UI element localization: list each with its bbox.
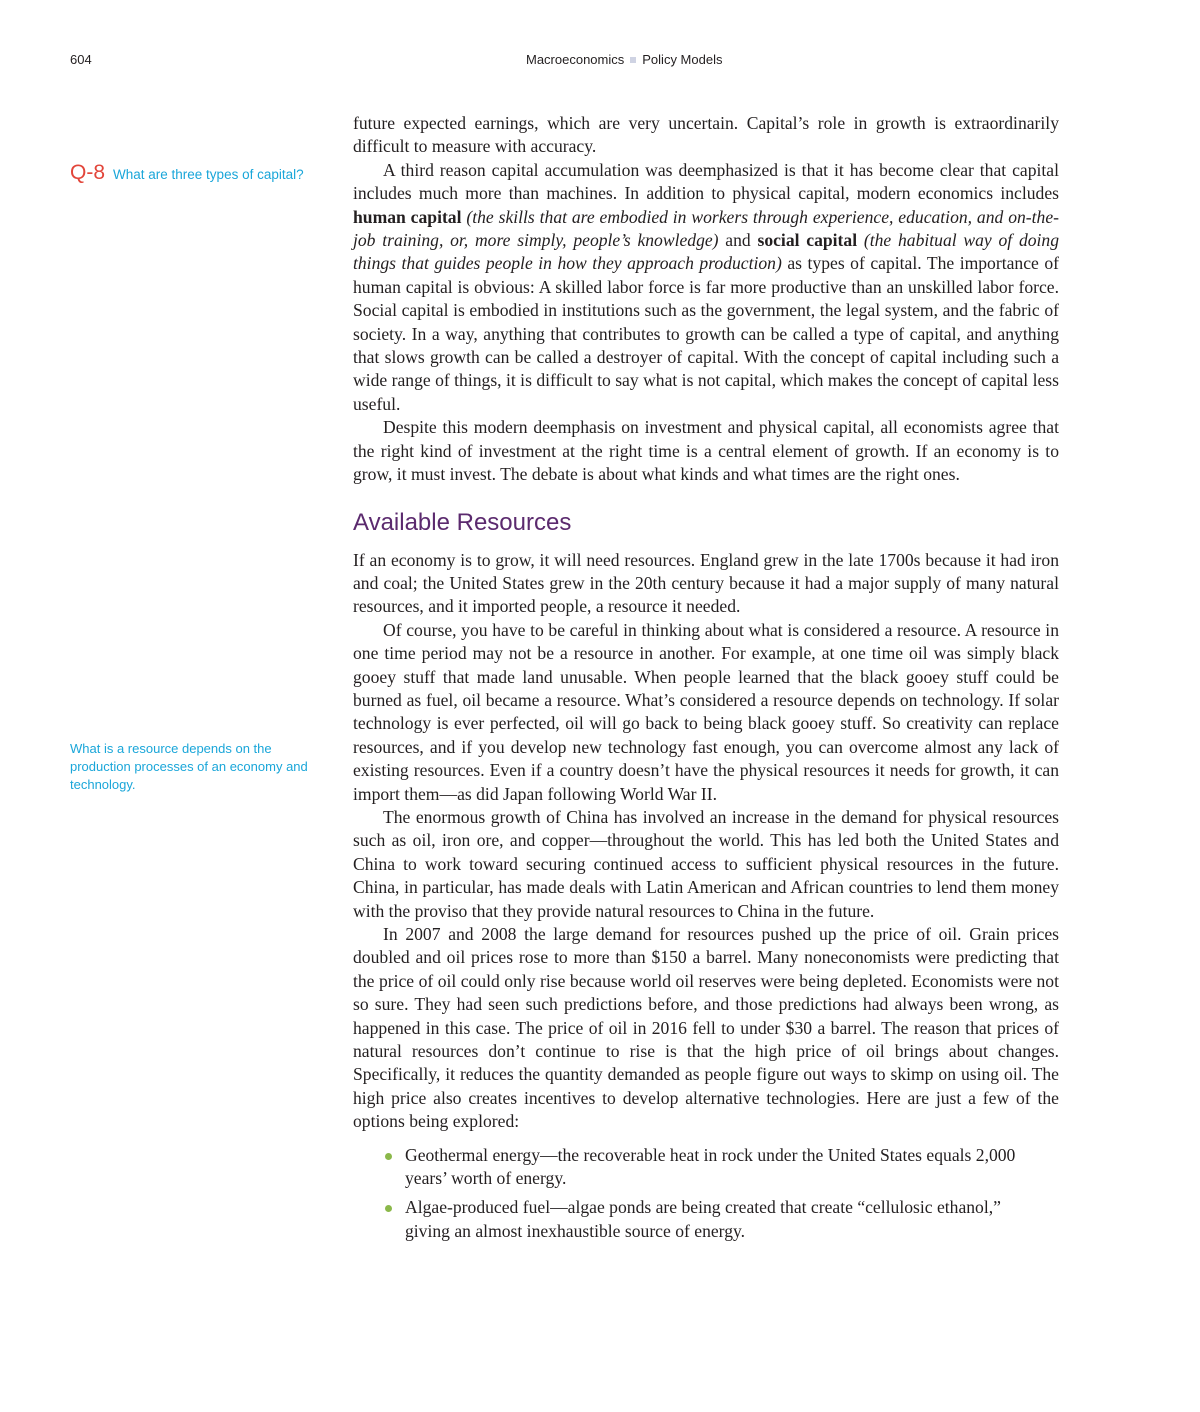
section-heading: Available Resources xyxy=(353,508,572,536)
paragraph-4: If an economy is to grow, it will need resources. England grew in the late 1700s because it had iron and coal; the United States grew in the 20th century because it had a major supply of many natural resources, and it imported people, a resource it needed. xyxy=(353,549,1059,617)
definition-social-capital: (the habitual way of doing things that guides people in how they approach production) xyxy=(353,230,1060,274)
options-list xyxy=(353,1144,1059,1244)
running-head-chapter: Policy Models xyxy=(642,52,723,67)
bullet-dot-icon xyxy=(385,1205,392,1212)
paragraph-2-intro: A third reason capital accumulation was deemphasized is that it has become clear that capital includes much more than machines. In addition to physical capital, modern economics includes xyxy=(353,159,1059,204)
main-text xyxy=(353,112,1059,1249)
paragraph-2 xyxy=(353,159,1059,416)
question-text: What are three types of capital? xyxy=(113,167,304,182)
term-social-capital: social capital xyxy=(757,230,858,251)
margin-question xyxy=(70,161,304,185)
list-item xyxy=(353,1196,1059,1243)
running-head-book: Macroeconomics xyxy=(526,52,625,67)
paragraph-3: Despite this modern deemphasis on investment and physical capital, all economists agree that the right kind of investment at the right time is a central element of growth. If an economy is to grow, it must invest. The debate is about what kinds and what times are the right ones. xyxy=(353,417,1059,485)
question-number: Q-8 xyxy=(70,161,106,184)
definition-human-capital: (the skills that are embodied in workers through experience, education, and on-the-job training, or, more simply, people’s knowledge) xyxy=(353,206,1059,251)
page-number: 604 xyxy=(70,52,92,67)
list-item-text: Algae-produced fuel—algae ponds are being created that create “cellulosic ethanol,” giving an almost inexhaustible source of energy. xyxy=(405,1197,1001,1241)
list-item xyxy=(353,1144,1059,1191)
bullet-dot-icon xyxy=(385,1153,392,1160)
running-head xyxy=(526,52,722,67)
paragraph-2-and: and xyxy=(718,230,758,251)
margin-note: What is a resource depends on the production processes of an economy and technology. xyxy=(70,741,308,792)
page-header xyxy=(70,52,1130,72)
paragraph-6: The enormous growth of China has involved an increase in the demand for physical resources such as oil, iron ore, and copper—throughout the world. This has led both the United States and China to work toward securing continued access to sufficient physical resources in the future. China, in particular, has made deals with Latin American and African countries to lend them money with the proviso that they provide natural resources to China in the future. xyxy=(353,806,1059,921)
paragraph-7: In 2007 and 2008 the large demand for resources pushed up the price of oil. Grain prices doubled and oil prices rose to more than $150 a barrel. Many noneconomists were predicting that the price of oil could only rise because world oil reserves were being depleted. Economists were not so sure. They had seen such predictions before, and those predictions had always been wrong, as happened in this case. The price of oil in 2016 fell to under $30 a barrel. The reason that prices of natural resources don’t continue to rise is that the high price of oil brings about changes. Specifically, it reduces the quantity demanded as people figure out ways to skimp on using oil. The high price also creates incentives to develop alternative technologies. Here are just a few of the options being explored: xyxy=(353,924,1059,1132)
paragraph-5: Of course, you have to be careful in thinking about what is considered a resource. A resource in one time period may not be a resource in another. For example, at one time oil was simply black gooey stuff that made land unusable. When people learned that the black gooey stuff could be burned as fuel, oil became a resource. What’s considered a resource depends on technology. If solar technology is ever perfected, oil will go back to being black gooey stuff. So creativity can replace resources, and if you develop new technology fast enough, you can overcome almost any lack of existing resources. Even if a country doesn’t have the physical resources it needs for growth, it can import them—as did Japan following World War II. xyxy=(353,619,1059,804)
separator-square-icon xyxy=(630,57,636,63)
paragraph-2-rest: as types of capital. The importance of human capital is obvious: A skilled labor force is far more productive than an unskilled labor force. Social capital is embodied in institutions such as the government, the legal system, and the fabric of society. In a way, anything that contributes to growth can be called a type of capital, and anything that slows growth can be called a destroyer of capital. With the concept of capital including such a wide range of things, it is difficult to say what is not capital, which makes the concept of capital less useful. xyxy=(353,253,1059,414)
term-human-capital: human capital xyxy=(353,206,462,227)
paragraph-1: future expected earnings, which are very uncertain. Capital’s role in growth is extraordinarily difficult to measure with accuracy. xyxy=(353,113,1059,157)
list-item-text: Geothermal energy—the recoverable heat in rock under the United States equals 2,000 years’ worth of energy. xyxy=(405,1144,1016,1189)
